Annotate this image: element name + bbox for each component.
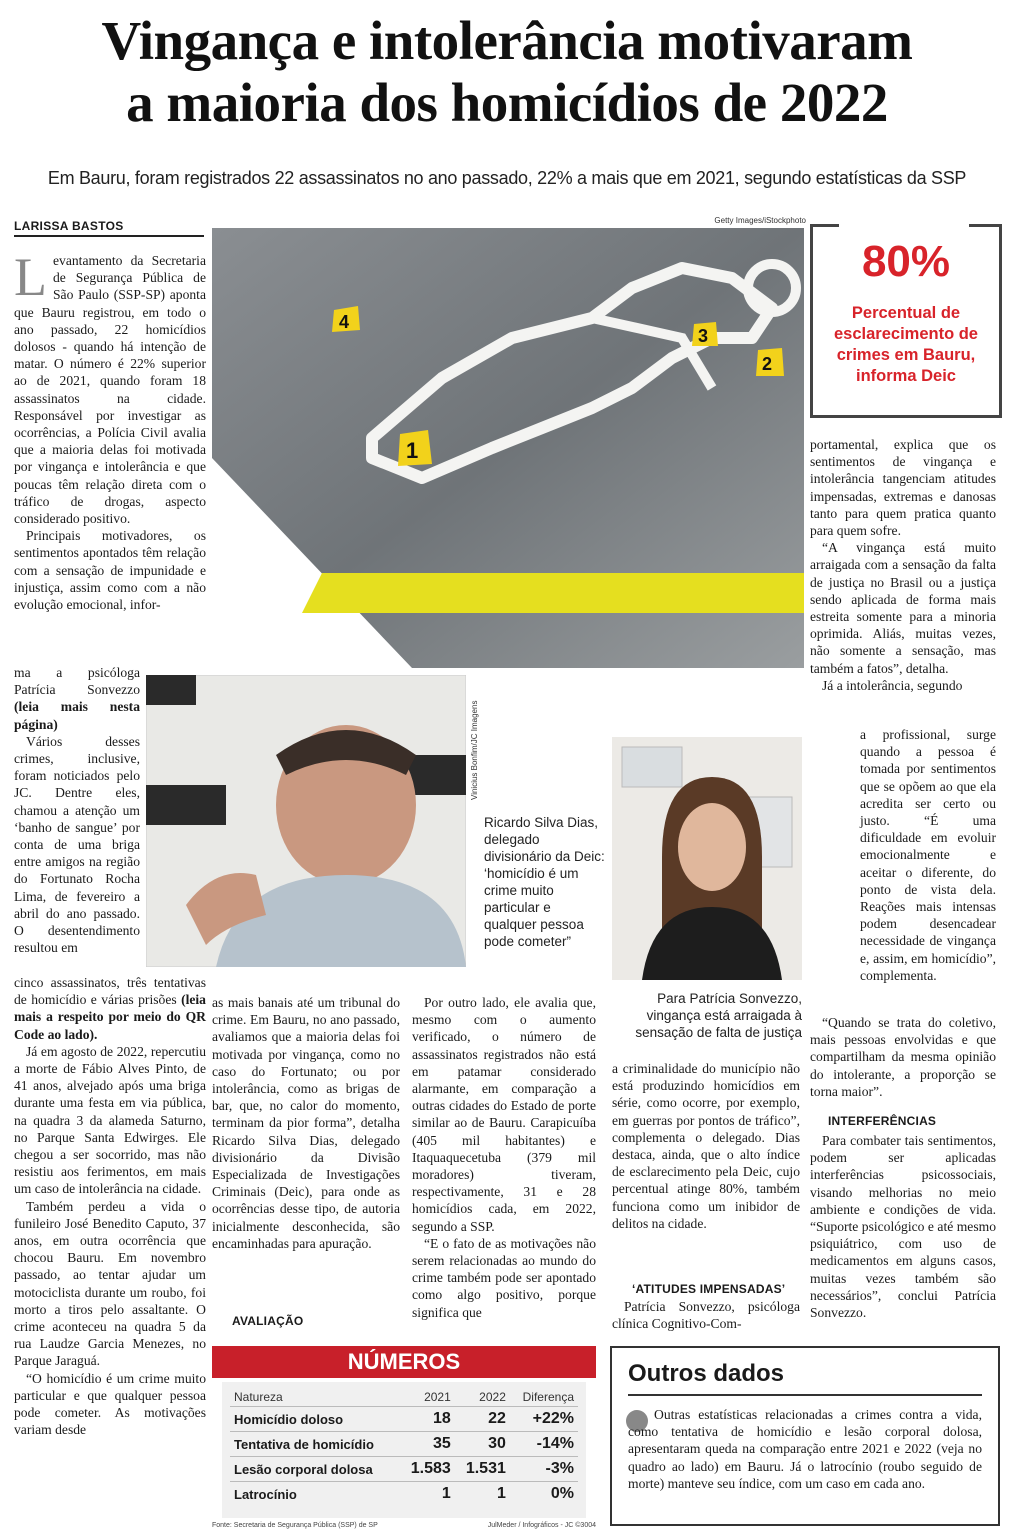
headline-line2: a maioria dos homicídios de 2022 (126, 72, 888, 133)
delegado-photo (146, 675, 466, 967)
dropcap: L (14, 247, 47, 307)
column-2 (212, 994, 400, 1252)
subtitle-interferencias: INTERFERÊNCIAS (828, 1114, 937, 1128)
paragraph: Por outro lado, ele avalia que, mesmo com o aumento verificado, o número de assassinatos registrados não está em patamar considerado alarmante, em comparação a outras cidades do Estado de porte similar ao de Bauru. Carapicuíba (405 mil habitantes) e Itaquaquecetuba (379 mil moradores) tiveram, respectivamente, 31 e 28 homicídios cada, em 2022, segundo a SSP. (412, 995, 596, 1234)
outros-dados-text: Outras estatísticas relacionadas a crimes contra a vida, como tentativa de homicídio e lesão corporal dolosa, apresentaram queda na comparação entre 2021 e 2022 (veja no quadro ao lado) em Bauru. Já o latrocínio (roubo seguido de morte) manteve seu índice, com um caso em cada ano. (628, 1407, 982, 1491)
paragraph: Patrícia Sonvezzo, psicóloga clínica Cognitivo-Com- (612, 1299, 800, 1332)
subtitle-avaliacao: AVALIAÇÃO (232, 1314, 304, 1328)
psicologa-photo (612, 737, 802, 980)
svg-text:2: 2 (762, 354, 773, 374)
table-row (230, 1432, 578, 1457)
evidence-marker (692, 322, 718, 346)
table-cell: 18 (400, 1407, 455, 1432)
headline-line1: Vingança e intolerância motivaram (101, 10, 913, 71)
table-cell: Lesão corporal dolosa (230, 1457, 400, 1482)
stat-text: Percentual de esclarecimento de crimes em Bauru, informa Deic (834, 304, 978, 385)
evidence-marker (398, 430, 432, 466)
table-cell: 0% (510, 1482, 578, 1507)
table-cell: 1 (455, 1482, 510, 1507)
paragraph: “A vingança está muito arraigada com a sensação da falta de justiça no Brasil ou a justiça sendo aplicada de forma mais estreita somente para a minoria oprimida. Aliás, muitas vezes, não somente a sensação, mas também a fatos”, detalha. (810, 540, 996, 676)
stat-number: 80% (861, 237, 951, 286)
evidence-marker (756, 348, 784, 376)
paragraph: portamental, explica que os sentimentos de vingança e intolerância tangenciam atitudes impensadas, extremas e danosas tanto para quem pratica quanto para quem sofre. (810, 437, 996, 539)
delegado-portrait (146, 675, 466, 967)
table-cell: 35 (400, 1432, 455, 1457)
table-cell: +22% (510, 1407, 578, 1432)
evidence-marker (332, 306, 360, 332)
numeros-title: NÚMEROS (212, 1346, 596, 1378)
column-5-bottom (810, 1014, 996, 1100)
svg-text:1: 1 (406, 438, 419, 463)
column-5-top (810, 436, 996, 694)
table-cell: 1.583 (400, 1457, 455, 1482)
numeros-source: Fonte: Secretaria de Segurança Pública (SSP) de SP (212, 1522, 378, 1529)
paragraph: Principais motivadores, os sentimentos apontados têm relação com a sensação de impunidade e injustiça, assim como com a não evolução emocional, infor- (14, 528, 206, 613)
divider (628, 1394, 982, 1396)
paragraph: a profissional, surge quando a pessoa é tomada por sentimentos que se opõem ao que ela acredita ser certo ou justo. “É uma dificuldade em evoluir emocionalmente e aceitar o diferente, do ponto de vista dela. Reações mais intensas podem desencadear necessidade de vingança e, assim, em homicídio”, complementa. (860, 727, 996, 983)
table-cell: -14% (510, 1432, 578, 1457)
paragraph: a criminalidade do município não está produzindo homicídios em série, como ocorre, por exemplo, em guerras por pontos de tráfico”, complementa o delegado. Dias destaca, ainda, que o alto índice de esclarecimento pela Deic, cujo percentual atinge 80%, também funciona como um inibidor de delitos na cidade. (612, 1061, 800, 1231)
table-header: 2022 (479, 1390, 506, 1404)
psicologa-portrait (612, 737, 802, 980)
crime-scene-photo (212, 228, 804, 668)
paragraph: as mais banais até um tribunal do crime. Em Bauru, no ano passado, avaliamos que a maioria delas foi motivada por vingança, como no caso do Fortunato; ou por intolerância, como as brigas de bar, que, no calor do momento, terminam da pior forma”, detalha Ricardo Silva Dias, delegado divisionário da Divisão Especializada de Investigações Criminais (Deic), para onde as ocorrências desse tipo, de autoria inicialmente desconhecida, são encaminhadas para apuração. (212, 995, 400, 1251)
table-header-row (230, 1388, 578, 1407)
table-header: 2021 (424, 1390, 451, 1404)
paragraph: ma a psicóloga Patrícia Sonvezzo (leia mais nesta página) (14, 665, 140, 732)
table-cell: -3% (510, 1457, 578, 1482)
outros-dados-box (610, 1346, 1000, 1526)
subheadline: Em Bauru, foram registrados 22 assassinatos no ano passado, 22% a mais que em 2021, segundo estatísticas da SSP (47, 168, 967, 188)
table-header: Diferença (522, 1390, 574, 1404)
numeros-credit: JulMeder / Infográficos - JC ©3004 (487, 1522, 596, 1529)
headline (14, 10, 1000, 134)
column-1-bottom (14, 974, 206, 1438)
table-cell: Tentativa de homicídio (230, 1432, 400, 1457)
table-cell: 22 (455, 1407, 510, 1432)
table-row (230, 1457, 578, 1482)
paragraph: Para combater tais sentimentos, podem ser aplicadas interferências psicossociais, visando melhorias no meio ambiente e condições de vida. “Suporte psicológico e até mesmo psiquiátrico, com uso de medicamentos em alguns casos, muitas vezes também são necessários”, conclui Patrícia Sonvezzo. (810, 1133, 996, 1321)
stat-box (810, 224, 1002, 418)
table-cell: 30 (455, 1432, 510, 1457)
table-row (230, 1407, 578, 1432)
caption-psicologa: Para Patrícia Sonvezzo, vingança está arraigada à sensação de falta de justiça (635, 991, 802, 1040)
outros-dados-title: Outros dados (628, 1360, 785, 1387)
paragraph: Também perdeu a vida o funileiro José Benedito Caputo, 37 anos, em outra ocorrência que chocou Bauru. Em novembro passado, ao tentar ajudar um motociclista durante um roubo, foi morto a tiros pelo assaltante. O crime aconteceu na quadra 5 da rua Laudze Garcia Menezes, no Parque Jaraguá. (14, 1198, 206, 1369)
paragraph: “Quando se trata do coletivo, mais pessoas envolvidas e que compartilham da mesma opinião do intolerante, a proporção se torna maior”. (810, 1015, 996, 1099)
column-5-end (810, 1132, 996, 1321)
table-cell: Homicídio doloso (230, 1407, 400, 1432)
svg-text:3: 3 (698, 326, 709, 346)
table-row (230, 1482, 578, 1507)
table-cell: Latrocínio (230, 1482, 400, 1507)
photo-credit-main: Getty Images/iStockphoto (714, 216, 806, 225)
byline: LARISSA BASTOS (14, 219, 204, 237)
table-cell: 1 (400, 1482, 455, 1507)
paragraph: “O homicídio é um crime muito particular e que qualquer pessoa pode cometer. As motivações variam desde (14, 1370, 206, 1438)
paragraph: “E o fato de as motivações não serem relacionadas ao mundo do crime também pode ser apontado como algo positivo, porque significa que (412, 1235, 596, 1320)
caption-delegado: Ricardo Silva Dias, delegado divisionário da Deic: ‘homicídio é um crime muito particular e qualquer pessoa pode cometer” (484, 815, 605, 949)
column-5-narrow (860, 726, 996, 984)
column-4 (612, 1060, 800, 1232)
paragraph: cinco assassinatos, três tentativas de homicídio e várias prisões (leia mais a respeito por meio do QR Code ao lado). (14, 975, 206, 1042)
numeros-footer (212, 1522, 596, 1529)
paragraph: Vários desses crimes, inclusive, foram noticiados pelo JC. Dentre eles, chamou a atenção um ‘banho de sangue’ por conta de uma briga entre amigos na região do Fortunato Rocha Lima, de fevereiro a abril do ano passado. O desentendimento resultou em (14, 733, 140, 956)
numeros-box (212, 1346, 596, 1529)
table-cell: 1.531 (455, 1457, 510, 1482)
paragraph: Já em agosto de 2022, repercutiu a morte de Fábio Alves Pinto, de 41 anos, alvejado após uma briga durante uma festa em via pública, na quadra 3 da alameda Saturno, no Parque Santa Edwirges. Ele chegou a ser socorrido, mas não resistiu aos ferimentos, em mais um caso de intolerância na cidade. (14, 1043, 206, 1197)
column-1-narrow (14, 664, 140, 956)
subtitle-atitudes: ‘ATITUDES IMPENSADAS’ (632, 1282, 786, 1296)
column-4-end (612, 1298, 800, 1332)
paragraph: Já a intolerância, segundo (822, 677, 963, 693)
paragraph-lead: Levantamento da Secretaria de Segurança Pública de São Paulo (SSP-SP) aponta que Bauru registrou, em todo o ano passado, 22 homicídios dolosos - quando há intenção de matar. O número é 22% superior ao de 2021, quando foram 18 assassinatos na cidade. Responsável por investigar as ocorrências, a Polícia Civil avalia que a maioria delas foi motivada por vingança e intolerância e que poucas têm relação direta com o tráfico de drogas, aspecto considerado positivo. (14, 247, 206, 527)
numeros-table (230, 1388, 578, 1506)
table-header: Natureza (234, 1390, 283, 1404)
column-1-top (14, 247, 206, 613)
column-3 (412, 994, 596, 1321)
svg-text:4: 4 (339, 312, 350, 332)
crime-scene-illustration (212, 228, 804, 668)
